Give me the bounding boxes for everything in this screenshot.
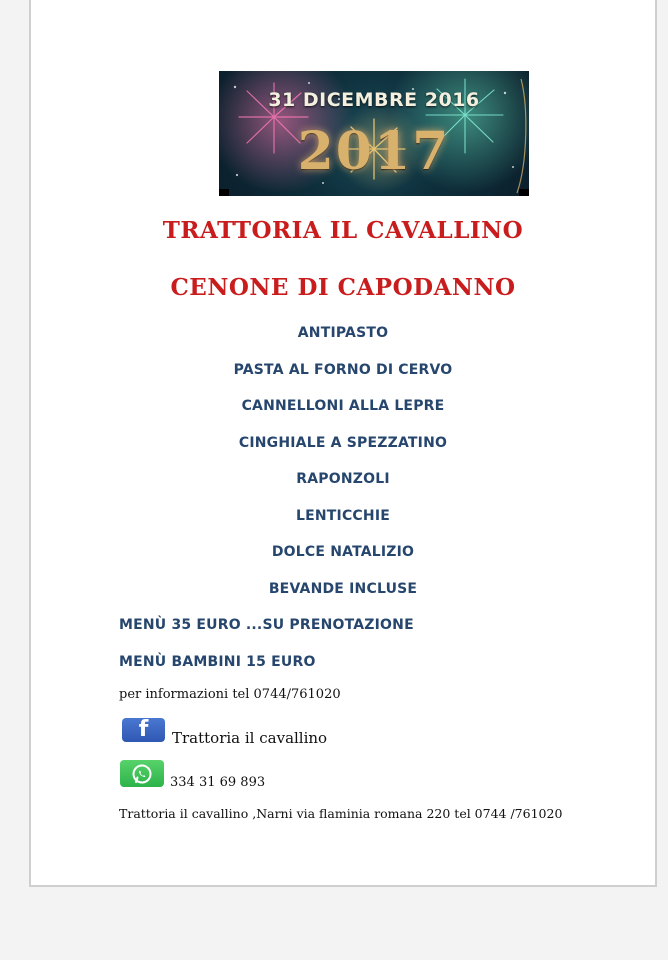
price-kids-menu: MENÙ BAMBINI 15 EURO: [119, 654, 316, 670]
banner-year: 2017: [297, 121, 451, 182]
menu-item: LENTICCHIE: [296, 508, 390, 524]
price-full-menu: MENÙ 35 EURO ...SU PRENOTAZIONE: [119, 617, 414, 633]
menu-item: CANNELLONI ALLA LEPRE: [241, 398, 445, 414]
whatsapp-number: 334 31 69 893: [170, 775, 266, 790]
info-phone: per informazioni tel 0744/761020: [119, 687, 341, 702]
menu-item: RAPONZOLI: [296, 471, 390, 487]
facebook-page-label: Trattoria il cavallino: [172, 729, 328, 747]
event-title: CENONE DI CAPODANNO: [170, 274, 516, 301]
menu-item: DOLCE NATALIZIO: [271, 544, 415, 560]
menu-item: ANTIPASTO: [297, 325, 389, 341]
banner-date: 31 DICEMBRE 2016: [268, 89, 480, 111]
facebook-icon: f: [122, 718, 165, 742]
restaurant-title: TRATTORIA IL CAVALLINO: [162, 217, 524, 244]
menu-item: BEVANDE INCLUSE: [268, 581, 418, 597]
new-year-banner: [219, 71, 529, 196]
menu-item: PASTA AL FORNO DI CERVO: [233, 362, 453, 378]
menu-item: CINGHIALE A SPEZZATINO: [238, 435, 448, 451]
whatsapp-icon: [120, 760, 164, 787]
poster-page: [29, 0, 657, 887]
restaurant-address: Trattoria il cavallino ,Narni via flaminia romana 220 tel 0744 /761020: [119, 806, 563, 821]
